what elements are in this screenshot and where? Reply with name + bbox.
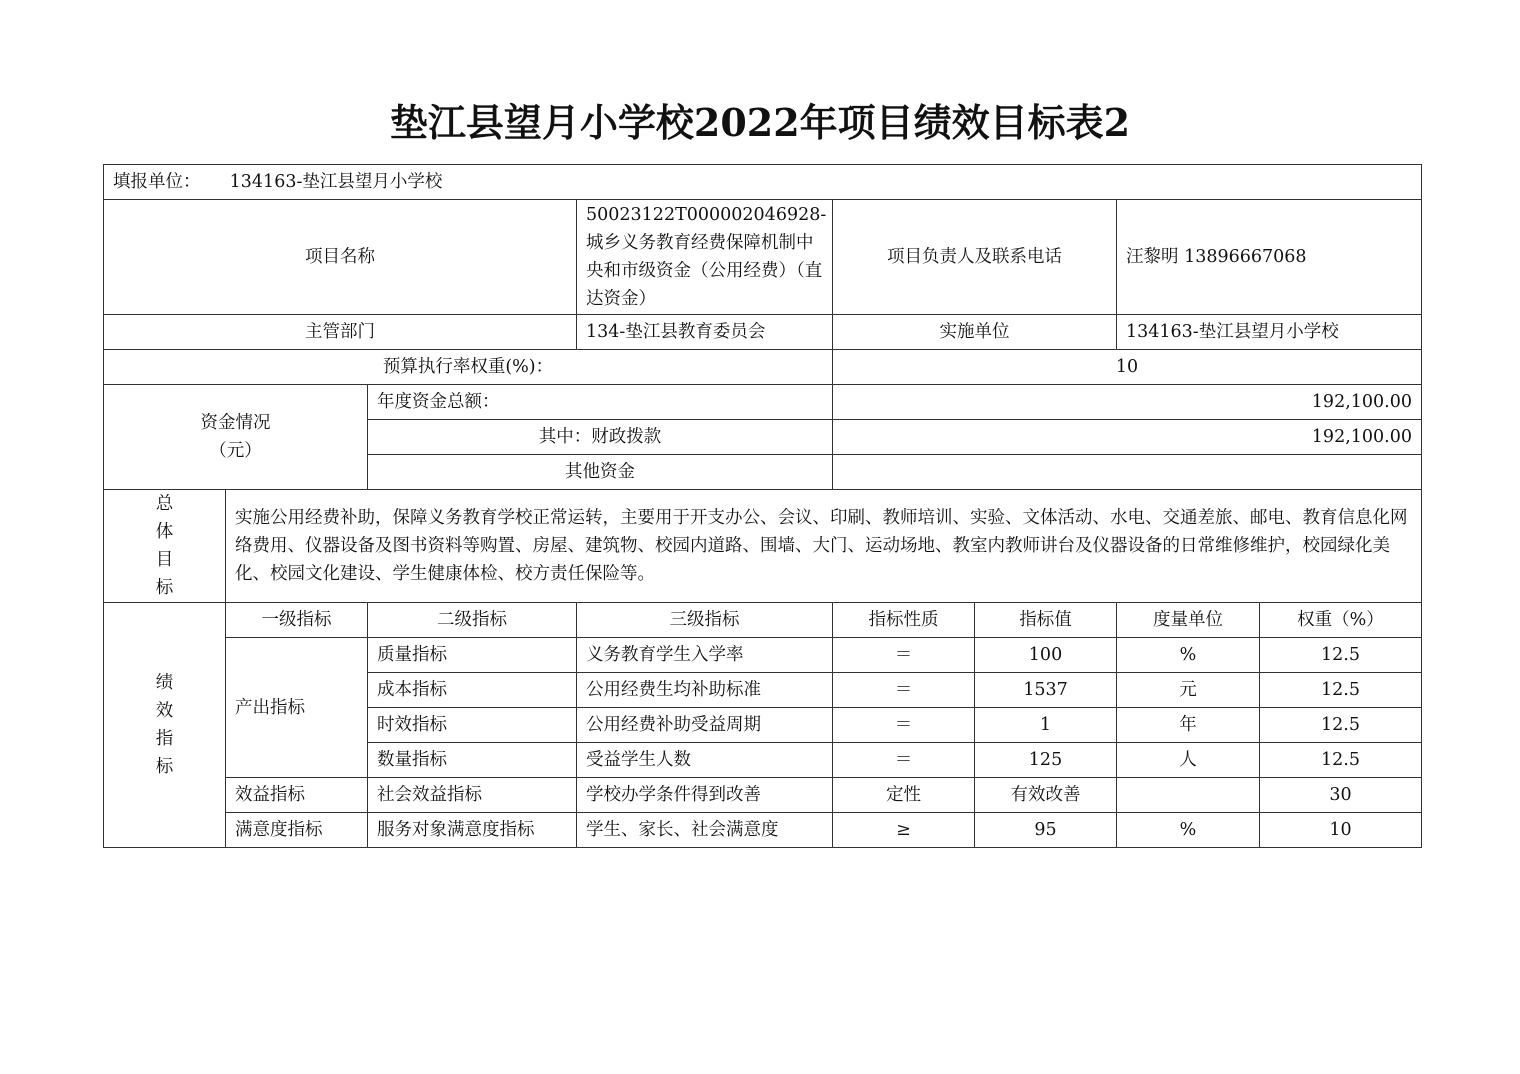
goal-label-char: 体 bbox=[155, 522, 174, 542]
reporting-unit-label: 填报单位： bbox=[113, 172, 201, 192]
project-name-label: 项目名称 bbox=[104, 200, 577, 315]
level3-cell: 学生、家长、社会满意度 bbox=[577, 813, 833, 848]
unit-cell: % bbox=[1117, 638, 1260, 673]
indicators-label-char: 标 bbox=[155, 757, 174, 777]
value-cell: 有效改善 bbox=[975, 778, 1117, 813]
department-value: 134-垫江县教育委员会 bbox=[577, 315, 833, 350]
unit-cell: 年 bbox=[1117, 708, 1260, 743]
weight-cell: 12.5 bbox=[1260, 638, 1422, 673]
weight-cell: 12.5 bbox=[1260, 708, 1422, 743]
project-name-value: 50023122T000002046928-城乡义务教育经费保障机制中央和市级资金（公用经费）（直达资金） bbox=[577, 200, 833, 315]
level3-cell: 义务教育学生入学率 bbox=[577, 638, 833, 673]
unit-cell: % bbox=[1117, 813, 1260, 848]
budget-weight-value: 10 bbox=[833, 350, 1422, 385]
value-cell: 1 bbox=[975, 708, 1117, 743]
header-unit: 度量单位 bbox=[1117, 603, 1260, 638]
funds-label bbox=[104, 385, 368, 490]
weight-cell: 30 bbox=[1260, 778, 1422, 813]
indicators-label-char: 指 bbox=[155, 729, 174, 749]
satisfaction-indicator-label: 满意度指标 bbox=[226, 813, 368, 848]
weight-cell: 12.5 bbox=[1260, 673, 1422, 708]
implementing-unit-value: 134163-垫江县望月小学校 bbox=[1117, 315, 1422, 350]
other-funds-label: 其他资金 bbox=[368, 455, 833, 490]
unit-cell: 人 bbox=[1117, 743, 1260, 778]
department-label: 主管部门 bbox=[104, 315, 577, 350]
output-indicator-label: 产出指标 bbox=[226, 638, 368, 778]
annual-funds-label: 年度资金总额： bbox=[368, 385, 833, 420]
nature-cell: ＝ bbox=[833, 638, 975, 673]
fiscal-funds-label: 其中：财政拨款 bbox=[368, 420, 833, 455]
funds-label-line1: 资金情况 bbox=[200, 413, 271, 433]
level3-cell: 学校办学条件得到改善 bbox=[577, 778, 833, 813]
header-weight: 权重（%） bbox=[1260, 603, 1422, 638]
other-funds-value bbox=[833, 455, 1422, 490]
unit-cell: 元 bbox=[1117, 673, 1260, 708]
funds-label-line2: （元） bbox=[209, 441, 262, 461]
fiscal-funds-value: 192,100.00 bbox=[833, 420, 1422, 455]
nature-cell: ＝ bbox=[833, 743, 975, 778]
header-nature: 指标性质 bbox=[833, 603, 975, 638]
level3-cell: 受益学生人数 bbox=[577, 743, 833, 778]
weight-cell: 10 bbox=[1260, 813, 1422, 848]
level2-cell: 数量指标 bbox=[368, 743, 577, 778]
header-value: 指标值 bbox=[975, 603, 1117, 638]
goal-label-char: 目 bbox=[155, 550, 174, 570]
overall-goal-text: 实施公用经费补助，保障义务教育学校正常运转，主要用于开支办公、会议、印刷、教师培训、实验、文体活动、水电、交通差旅、邮电、教育信息化网络费用、仪器设备及图书资料等购置、房屋、建筑物、校园内道路、围墙、大门、运动场地、教室内教师讲台及仪器设备的日常维修维护，校园绿化美化、校园文化建设、学生健康体检、校方责任保险等。 bbox=[226, 490, 1422, 603]
project-contact-label: 项目负责人及联系电话 bbox=[833, 200, 1117, 315]
level2-cell: 服务对象满意度指标 bbox=[368, 813, 577, 848]
benefit-indicator-label: 效益指标 bbox=[226, 778, 368, 813]
nature-cell: ＝ bbox=[833, 708, 975, 743]
goal-label-char: 标 bbox=[155, 578, 174, 598]
nature-cell: ≥ bbox=[833, 813, 975, 848]
budget-weight-label: 预算执行率权重(%)： bbox=[104, 350, 833, 385]
annual-funds-value: 192,100.00 bbox=[833, 385, 1422, 420]
level3-cell: 公用经费生均补助标准 bbox=[577, 673, 833, 708]
goal-label-char: 总 bbox=[155, 494, 174, 514]
value-cell: 100 bbox=[975, 638, 1117, 673]
level2-cell: 社会效益指标 bbox=[368, 778, 577, 813]
level2-cell: 质量指标 bbox=[368, 638, 577, 673]
indicators-label-char: 效 bbox=[155, 701, 174, 721]
unit-cell bbox=[1117, 778, 1260, 813]
table-row bbox=[104, 638, 1422, 673]
value-cell: 125 bbox=[975, 743, 1117, 778]
project-contact-value: 汪黎明 13896667068 bbox=[1117, 200, 1422, 315]
nature-cell: 定性 bbox=[833, 778, 975, 813]
reporting-unit-cell bbox=[104, 165, 1422, 200]
level2-cell: 成本指标 bbox=[368, 673, 577, 708]
reporting-unit-value: 134163-垫江县望月小学校 bbox=[229, 172, 443, 192]
performance-target-table bbox=[103, 164, 1422, 848]
page-title: 垫江县望月小学校2022年项目绩效目标表2 bbox=[389, 100, 1131, 145]
value-cell: 95 bbox=[975, 813, 1117, 848]
overall-goal-label bbox=[104, 490, 226, 603]
level3-cell: 公用经费补助受益周期 bbox=[577, 708, 833, 743]
header-level3: 三级指标 bbox=[577, 603, 833, 638]
header-level1: 一级指标 bbox=[226, 603, 368, 638]
value-cell: 1537 bbox=[975, 673, 1117, 708]
weight-cell: 12.5 bbox=[1260, 743, 1422, 778]
implementing-unit-label: 实施单位 bbox=[833, 315, 1117, 350]
indicators-label-char: 绩 bbox=[155, 673, 174, 693]
header-level2: 二级指标 bbox=[368, 603, 577, 638]
table-row bbox=[104, 813, 1422, 848]
indicators-label bbox=[104, 603, 226, 848]
table-row bbox=[104, 778, 1422, 813]
level2-cell: 时效指标 bbox=[368, 708, 577, 743]
nature-cell: ＝ bbox=[833, 673, 975, 708]
